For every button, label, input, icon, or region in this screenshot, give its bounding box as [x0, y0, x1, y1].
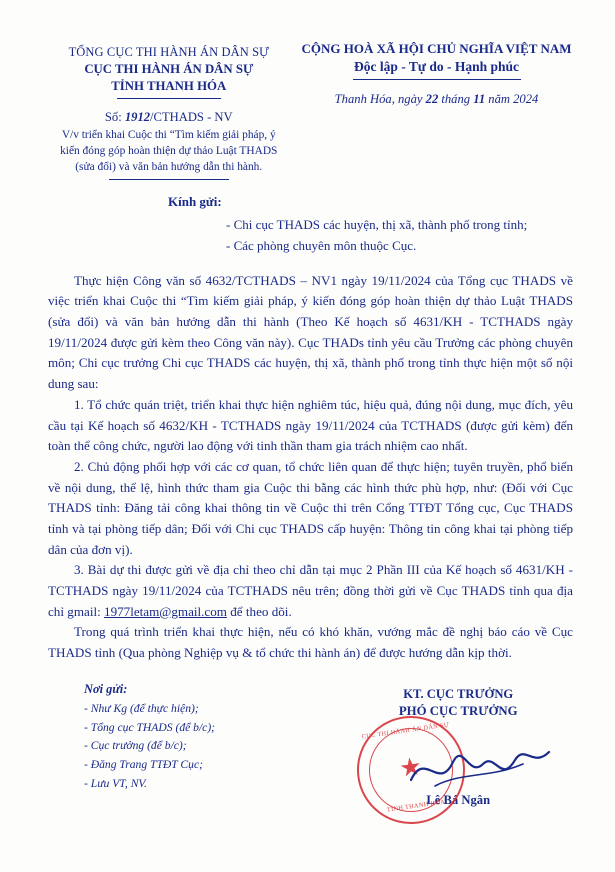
date-month: 11: [473, 92, 486, 107]
recipient-item: - Chi cục THADS các huyện, thị xã, thành phố trong tỉnh;: [226, 216, 528, 232]
national-heading: [300, 40, 573, 107]
seal-bottom-text: TỈNH THANH HÓA: [386, 798, 447, 814]
star-icon: ★: [398, 752, 425, 783]
org-line-1: TỔNG CỤC THI HÀNH ÁN DÂN SỰ: [68, 45, 269, 59]
body-paragraph-3: [48, 560, 573, 622]
date-month-label: tháng: [441, 92, 471, 107]
distribution-item: - Cục trưởng (để b/c);: [84, 739, 187, 753]
distribution-list: [48, 682, 343, 794]
issuing-organization: [48, 40, 290, 99]
distribution-item: - Lưu VT, NV.: [84, 776, 147, 790]
signer-title-line-2: PHÓ CỤC TRƯỞNG: [398, 704, 518, 719]
document-subject-line-3: (sửa đổi) và văn bản hướng dẫn thi hành.: [75, 160, 263, 173]
signer-title-line-1: KT. CỤC TRƯỞNG: [403, 686, 514, 701]
date-year: năm 2024: [488, 92, 539, 107]
document-subject-line-1: V/v triển khai Cuộc thi “Tìm kiếm giải pháp, ý: [61, 128, 276, 141]
national-underline: [353, 79, 521, 80]
document-subject-line-2: kiến đóng góp hoàn thiện dự thảo Luật THADS: [60, 144, 278, 157]
document-number-block: [48, 109, 290, 180]
document-number-prefix: Số:: [104, 110, 122, 125]
distribution-label: Nơi gửi:: [84, 681, 128, 696]
distribution-item: - Đăng Trang TTĐT Cục;: [84, 758, 203, 772]
document-number-suffix: /CTHADS - NV: [150, 110, 233, 125]
document-number-value: 1912: [124, 110, 151, 125]
recipient-item: - Các phòng chuyên môn thuộc Cục.: [226, 238, 417, 254]
body-paragraph-closing: Trong quá trình triển khai thực hiện, nếu có khó khăn, vướng mắc đề nghị báo cáo về Cục THADS tỉnh (Qua phòng Nghiệp vụ & tổ chức thi hành án) để được hướng dẫn kịp thời.: [48, 624, 573, 661]
distribution-item: - Như Kg (để thực hiện);: [84, 701, 199, 715]
official-seal: [350, 709, 472, 831]
document-header: [48, 40, 573, 107]
document-footer: [48, 681, 573, 814]
org-underline: [117, 98, 221, 99]
recipients-label: Kính gửi:: [168, 193, 222, 209]
place-and-date: [300, 92, 573, 107]
body-paragraph-3-tail: để theo dõi.: [226, 603, 292, 619]
body-paragraph-intro: Thực hiện Công văn số 4632/TCTHADS – NV1 ngày 19/11/2024 của Tổng cục THADS về việc triển khai Cuộc thi “Tìm kiếm giải pháp, ý kiến đóng góp hoàn thiện dự thảo Luật THADS (sửa đổi) và văn bản hướng dẫn thi hành (Theo Kế hoạch số 4631/KH - TCTHADS ngày 19/11/2024 được gửi kèm theo Công văn này). Cục THADs tỉnh yêu cầu Trưởng các phòng chuyên môn; Chi cục trưởng Chi cục THADS các huyện, thị xã, thành phố trong tỉnh thực hiện một số nội dung sau:: [48, 272, 573, 392]
body-paragraph-2: 2. Chủ động phối hợp với các cơ quan, tổ chức liên quan để thực hiện; tuyên truyền, phổ biến về nội dung, thể lệ, hình thức tham gia Cuộc thi bằng các hình thức phù hợp, như: (Đối với Cục THADS tỉnh: Đăng tải công khai thông tin về Cuộc thi trên Cổng TTĐT Tổng cục, Cục THADS tỉnh và tại phòng tiếp dân; Đối với Chi cục THADS cấp huyện: Thông tin công khai tại phòng tiếp dân của đơn vị).: [48, 458, 573, 557]
contact-email: 1977letam@gmail.com: [104, 603, 227, 619]
org-line-2: CỤC THI HÀNH ÁN DÂN SỰ: [84, 61, 254, 76]
signature-block: [343, 682, 573, 814]
signer-name: Lê Bá Ngân: [426, 793, 491, 808]
place-date-prefix: Thanh Hóa, ngày: [334, 92, 423, 107]
national-title: CỘNG HOÀ XÃ HỘI CHỦ NGHĨA VIỆT NAM: [301, 41, 572, 56]
distribution-item: - Tổng cục THADS (để b/c);: [84, 720, 216, 734]
subject-underline: [109, 179, 229, 180]
body-paragraph-1: 1. Tổ chức quán triệt, triển khai thực hiện nghiêm túc, hiệu quả, đúng nội dung, mục đích, yêu cầu tại Kế hoạch số 4632/KH - TCTHADS ngày 19/11/2024 của TCTHADS (được gửi kèm) đến toàn thể công chức, người lao động với tinh thần tham gia trách nhiệm cao nhất.: [48, 396, 573, 454]
body-paragraph-3-text: 3. Bài dự thi được gửi về địa chỉ theo chỉ dẫn tại mục 2 Phần III của Kế hoạch số 4631/KH - TCTHADS ngày 19/11/2024 của TCTHADS nêu trên; đồng thời gửi về Cục THADS tỉnh qua địa chỉ gmail:: [48, 562, 573, 619]
org-line-3: TỈNH THANH HÓA: [111, 79, 227, 94]
date-day: 22: [425, 92, 439, 107]
document-body: [48, 271, 573, 664]
seal-top-text: CỤC THI HÀNH ÁN DÂN SỰ: [361, 721, 450, 741]
national-motto: Độc lập - Tự do - Hạnh phúc: [353, 59, 520, 75]
document-number-line: [48, 109, 290, 127]
recipients-list: [48, 214, 573, 257]
